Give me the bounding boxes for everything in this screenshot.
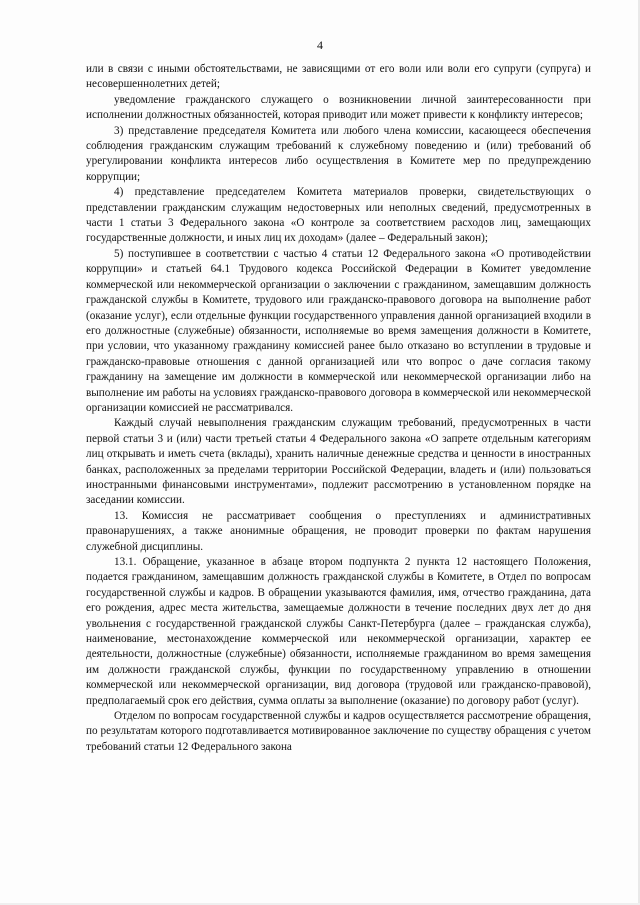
paragraph-item-3: 3) представление председателя Комитета или любого члена комиссии, касающееся обеспечения соблюдения гражданским служащим требований к служебному поведению и (или) требований об урегулировании конфликта интересов либо осуществления в Комитете мер по предупреждению коррупции; xyxy=(86,124,591,183)
paragraph-notification: уведомление гражданского служащего о возникновении личной заинтересованности при исполнении должностных обязанностей, которая приводит или может привести к конфликту интересов; xyxy=(86,93,591,122)
paragraph-item-4: 4) представление председателем Комитета материалов проверки, свидетельствующих о представлении гражданским служащим недостоверных или неполных сведений, предусмотренных в части 1 статьи 3 Федерального закона «О контроле за соответствием расходов лиц, замещающих государственные должности, и иных лиц их доходам» (далее – Федеральный закон); xyxy=(86,186,591,245)
paragraph-each-case: Каждый случай невыполнения гражданским служащим требований, предусмотренных в части первой статьи 3 и (или) части третьей статьи 4 Федерального закона «О запрете отдельным категориям лиц открывать и иметь счета (вклады), хранить наличные денежные средства и ценности в иностранных банках, расположенных за пределами территории Российской Федерации, владеть и (или) пользоваться иностранными финансовыми инструментами», подлежит рассмотрению в установленном порядке на заседании комиссии. xyxy=(86,417,591,507)
paragraph-13: 13. Комиссия не рассматривает сообщения о преступлениях и административных правонарушениях, а также анонимные обращения, не проводит проверки по фактам нарушения служебной дисциплины. xyxy=(86,509,591,553)
paragraph-item-5: 5) поступившее в соответствии с частью 4 статьи 12 Федерального закона «О противодействии коррупции» и статьей 64.1 Трудового кодекса Российской Федерации в Комитет уведомление коммерческой или некоммерческой организации о заключении с гражданином, замещавшим должность гражданской службы в Комитете, трудового или гражданско-правового договора на выполнение работ (оказание услуг), если отдельные функции государственного управления данной организацией входили в его должностные (служебные) обязанности, исполняемые во время замещения должности в Комитете, при условии, что указанному гражданину комиссией ранее было отказано во вступлении в трудовые и гражданско-правовые отношения с данной организацией или что вопрос о даче согласия такому гражданину на замещение им должности в коммерческой или некоммерческой организации либо на выполнение им работы на условиях гражданско-правового договора в коммерческой или некоммерческой организации комиссией не рассматривался. xyxy=(86,247,591,414)
paragraph-department-review: Отделом по вопросам государственной службы и кадров осуществляется рассмотрение обращения, по результатам которого подготавливается мотивированное заключение по существу обращения с учетом требований статьи 12 Федерального закона xyxy=(86,710,591,753)
page-number: 4 xyxy=(317,38,323,52)
paragraph-continuation: или в связи с иными обстоятельствами, не зависящими от его воли или воли его супруги (супруга) и несовершеннолетних детей; xyxy=(86,63,591,91)
paragraph-13-1: 13.1. Обращение, указанное в абзаце втором подпункта 2 пункта 12 настоящего Положения, подается гражданином, замещавшим должность гражданской службы в Комитете, в Отдел по вопросам государственной службы и кадров. В обращении указываются фамилия, имя, отчество гражданина, дата его рождения, адрес места жительства, замещаемые должности в течение последних двух лет до дня увольнения с государственной гражданской службы Санкт-Петербурга (далее – гражданская служба), наименование, местонахождение коммерческой или некоммерческой организации, характер ее деятельности, должностные (служебные) обязанности, исполняемые гражданином во время замещения им должности гражданской службы, функции по государственному управлению в отношении коммерческой или некоммерческой организации, вид договора (трудовой или гражданско-правовой), предполагаемый срок его действия, сумма оплаты за выполнение (оказание) по договору работ (услуг). xyxy=(86,556,591,707)
document-body xyxy=(86,62,591,755)
